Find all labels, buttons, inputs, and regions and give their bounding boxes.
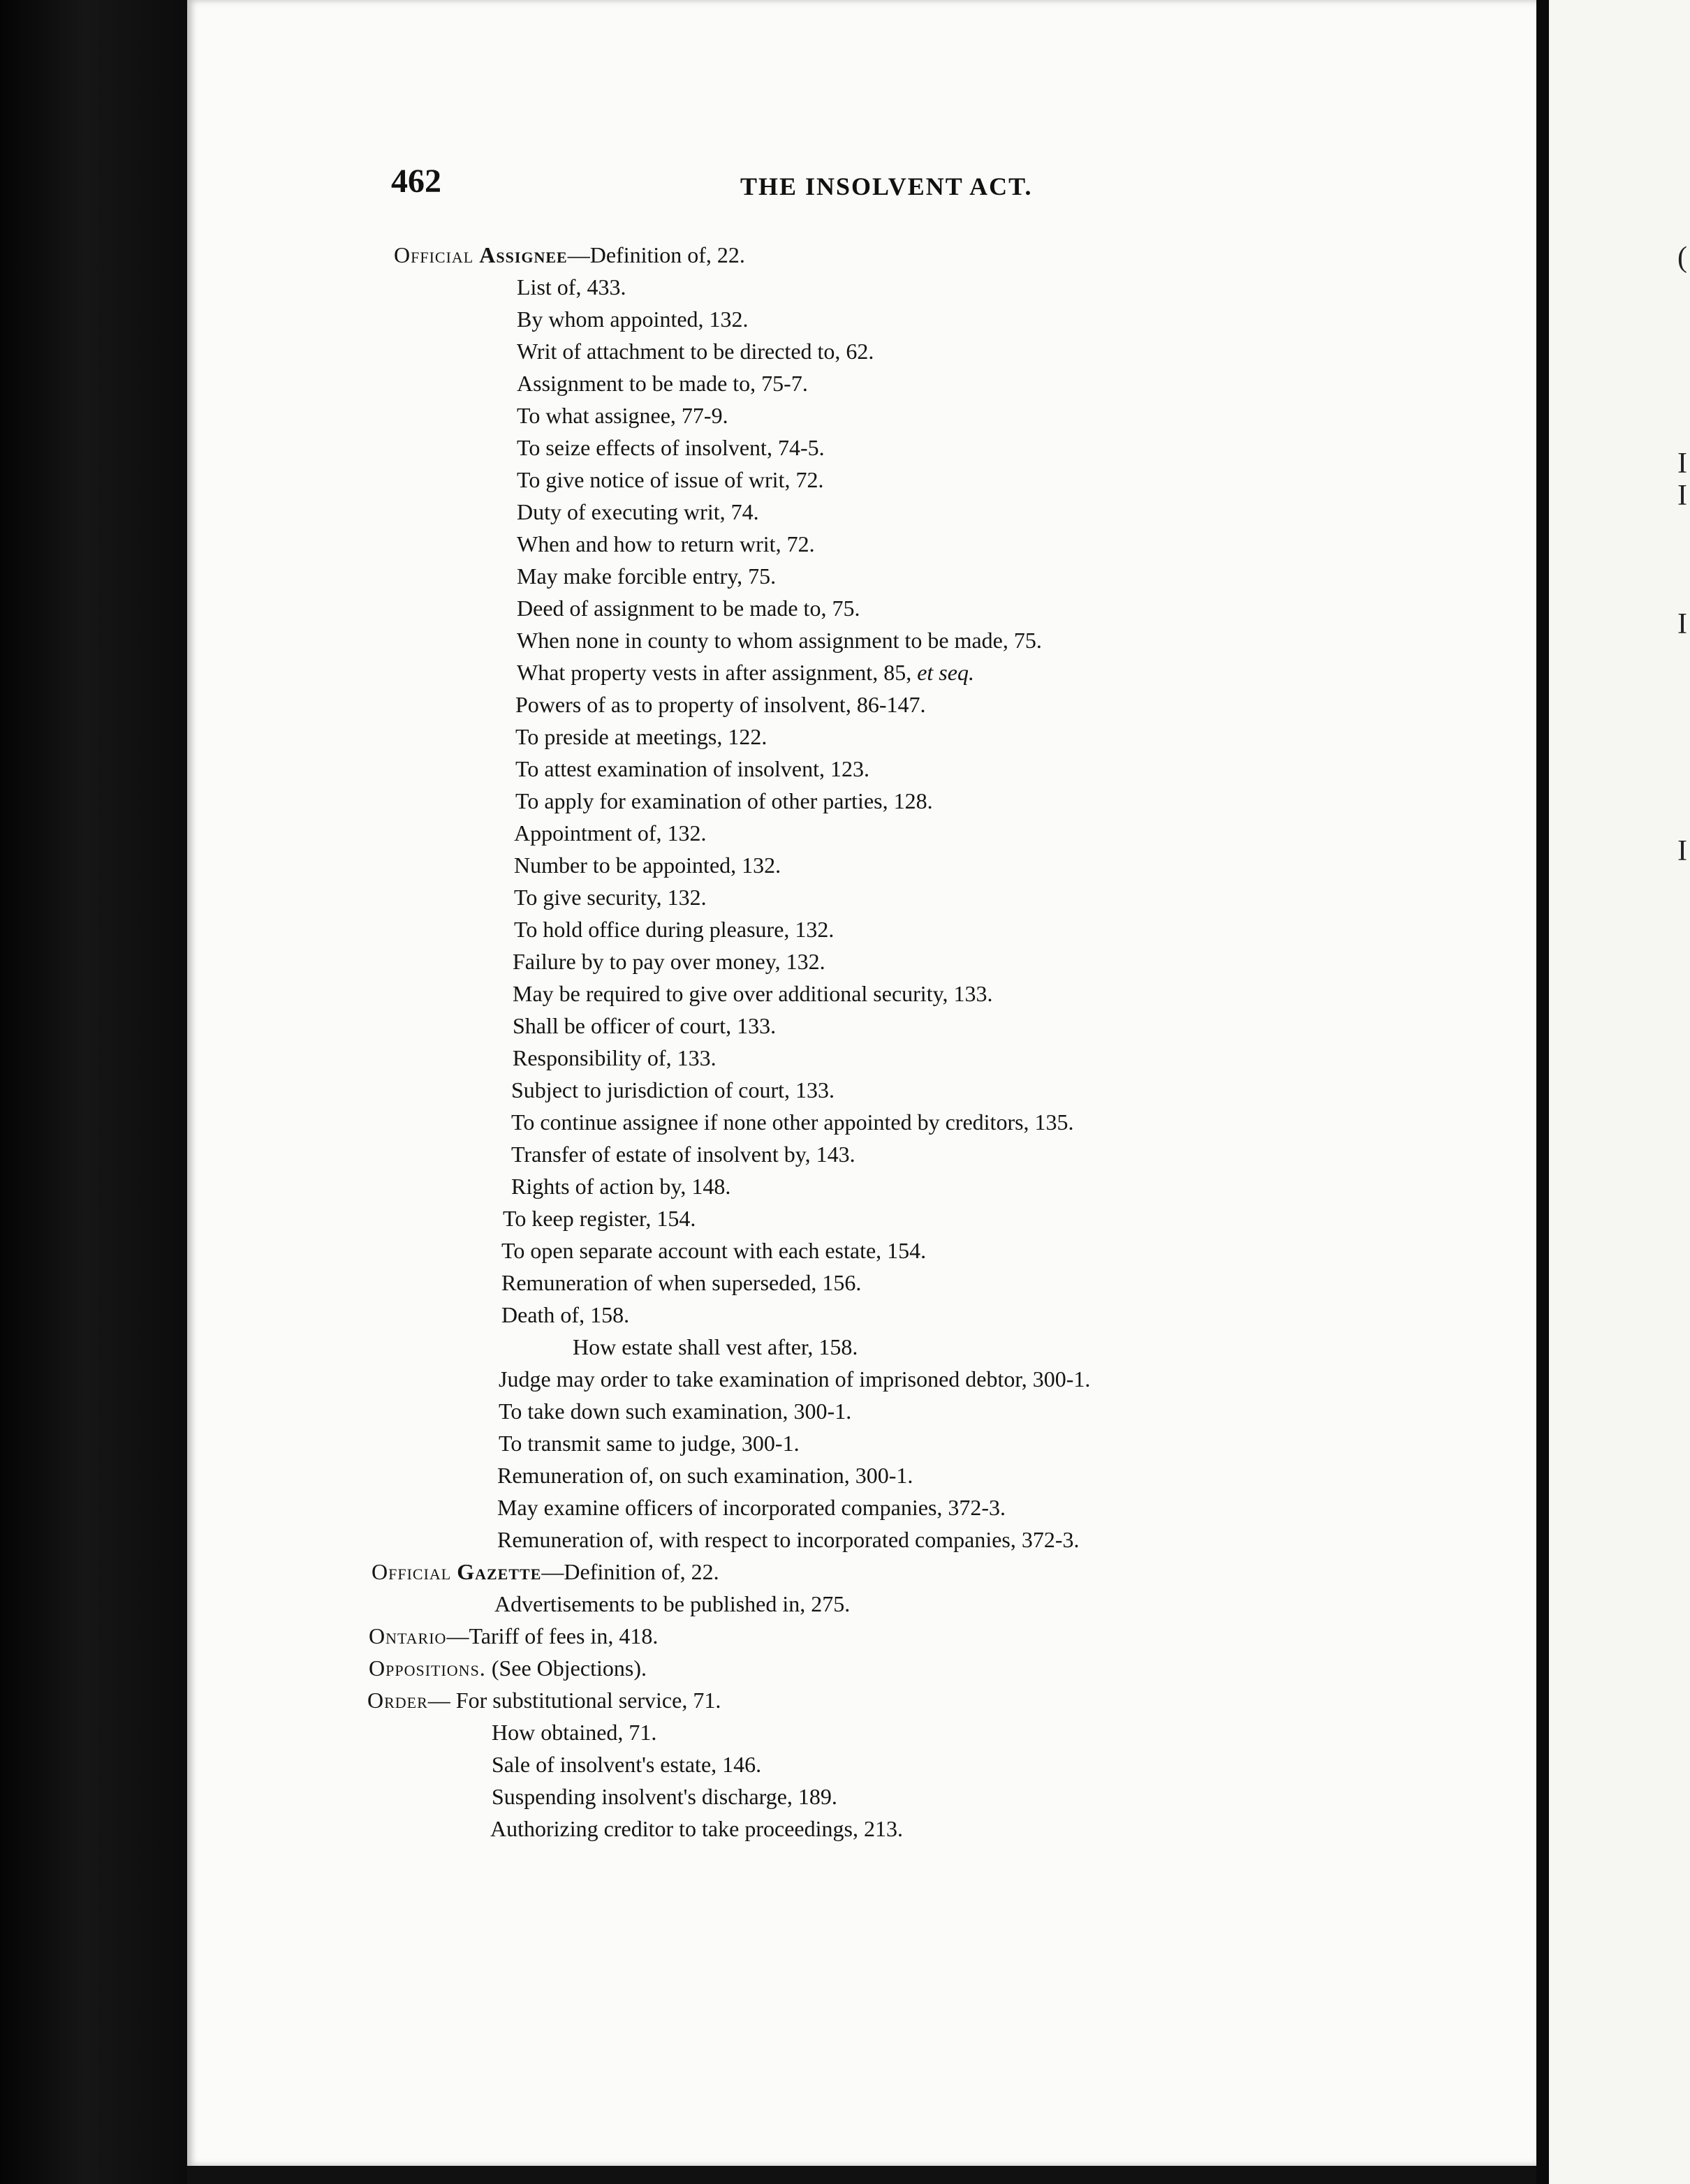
index-entry: Duty of executing writ, 74. — [517, 499, 759, 524]
entry-text: What property vests in after assignment, 85, — [517, 660, 912, 685]
facing-page-fragment: I — [1677, 448, 1687, 480]
facing-page-edge — [1549, 0, 1690, 2184]
index-entry: To what assignee, 77-9. — [517, 403, 728, 428]
index-entry: When and how to return writ, 72. — [517, 531, 815, 556]
index-entry: Advertisements to be published in, 275. — [494, 1591, 851, 1616]
entry-term: Oppositions. — [369, 1655, 486, 1681]
index-entry: Judge may order to take examination of imprisoned debtor, 300-1. — [499, 1366, 1091, 1392]
facing-page-fragment: I — [1677, 835, 1687, 867]
index-entry: To hold office during pleasure, 132. — [514, 917, 835, 942]
index-entry-heading — [369, 1654, 647, 1682]
index-entry: To continue assignee if none other appointed by creditors, 135. — [511, 1109, 1074, 1135]
index-entry-heading — [372, 1558, 719, 1586]
entry-text: (See Objections). — [491, 1655, 647, 1681]
index-entry: To seize effects of insolvent, 74-5. — [517, 435, 825, 460]
index-entry: Remuneration of when superseded, 156. — [501, 1270, 862, 1295]
entry-subterm: Assignee — [479, 242, 568, 267]
entry-term: Order — [367, 1688, 428, 1713]
facing-page-fragment: I — [1677, 608, 1687, 640]
index-entry: To open separate account with each estate, 154. — [501, 1238, 927, 1263]
facing-page-fragment: ( — [1677, 242, 1687, 274]
book-gutter — [1536, 0, 1549, 2184]
index-entry — [517, 658, 974, 686]
page-bottom-edge — [187, 2166, 1536, 2184]
entry-text: —Tariff of fees in, 418. — [446, 1623, 659, 1648]
index-entry: By whom appointed, 132. — [517, 307, 749, 332]
entry-text: —Definition of, 22. — [541, 1559, 719, 1584]
index-entry: Death of, 158. — [501, 1302, 630, 1327]
index-entry: Shall be officer of court, 133. — [513, 1013, 777, 1038]
index-entry-heading — [394, 241, 745, 269]
index-subentry: How estate shall vest after, 158. — [573, 1334, 858, 1359]
index-entry: To give notice of issue of writ, 72. — [517, 467, 824, 492]
index-entry: How obtained, 71. — [492, 1720, 657, 1745]
index-entry: Transfer of estate of insolvent by, 143. — [511, 1142, 855, 1167]
index-entry: To transmit same to judge, 300-1. — [499, 1431, 800, 1456]
index-entry: Failure by to pay over money, 132. — [513, 949, 825, 974]
entry-text: —Definition of, 22. — [567, 242, 745, 267]
index-entry: Writ of attachment to be directed to, 62. — [517, 339, 874, 364]
index-entry: Deed of assignment to be made to, 75. — [517, 596, 860, 621]
page-number: 462 — [391, 163, 441, 200]
index-entry-heading — [367, 1686, 721, 1714]
book-binding-edge — [0, 0, 187, 2184]
index-entry: Authorizing creditor to take proceedings, 213. — [490, 1816, 903, 1841]
running-title: THE INSOLVENT ACT. — [740, 172, 1033, 200]
entry-term: Ontario — [369, 1623, 447, 1648]
entry-italic: et seq. — [917, 660, 974, 685]
index-entry: Suspending insolvent's discharge, 189. — [492, 1784, 837, 1809]
index-entry-heading — [369, 1622, 658, 1650]
facing-page-fragment: I — [1677, 480, 1687, 512]
index-entry: To give security, 132. — [514, 885, 707, 910]
entry-subterm: Gazette — [457, 1559, 542, 1584]
index-entry: Rights of action by, 148. — [511, 1174, 731, 1199]
index-entry: Appointment of, 132. — [514, 820, 707, 846]
index-entry: Sale of insolvent's estate, 146. — [492, 1752, 762, 1777]
index-entry: To apply for examination of other parties, 128. — [515, 788, 933, 813]
entry-term: Official — [372, 1559, 452, 1584]
index-entry: To attest examination of insolvent, 123. — [515, 756, 869, 781]
index-entry: To preside at meetings, 122. — [515, 724, 767, 749]
index-entry: Powers of as to property of insolvent, 86-147. — [515, 692, 926, 717]
index-entry: Assignment to be made to, 75-7. — [517, 371, 808, 396]
index-entry: Subject to jurisdiction of court, 133. — [511, 1077, 835, 1102]
index-entry: Remuneration of, with respect to incorporated companies, 372-3. — [497, 1527, 1080, 1552]
index-entry: When none in county to whom assignment to be made, 75. — [517, 628, 1042, 653]
entry-term: Official — [394, 242, 474, 267]
index-entry: Remuneration of, on such examination, 300-1. — [497, 1463, 913, 1488]
index-entry: Responsibility of, 133. — [513, 1045, 717, 1070]
index-entry: May be required to give over additional security, 133. — [513, 981, 993, 1006]
index-entry: List of, 433. — [517, 274, 626, 300]
index-entry: May make forcible entry, 75. — [517, 563, 777, 589]
index-entry: Number to be appointed, 132. — [514, 853, 781, 878]
index-entry: To keep register, 154. — [503, 1206, 696, 1231]
index-entry: To take down such examination, 300-1. — [499, 1399, 852, 1424]
page-header — [391, 162, 1369, 204]
entry-text: — For substitutional service, 71. — [427, 1688, 721, 1713]
index-entry: May examine officers of incorporated companies, 372-3. — [497, 1495, 1006, 1520]
